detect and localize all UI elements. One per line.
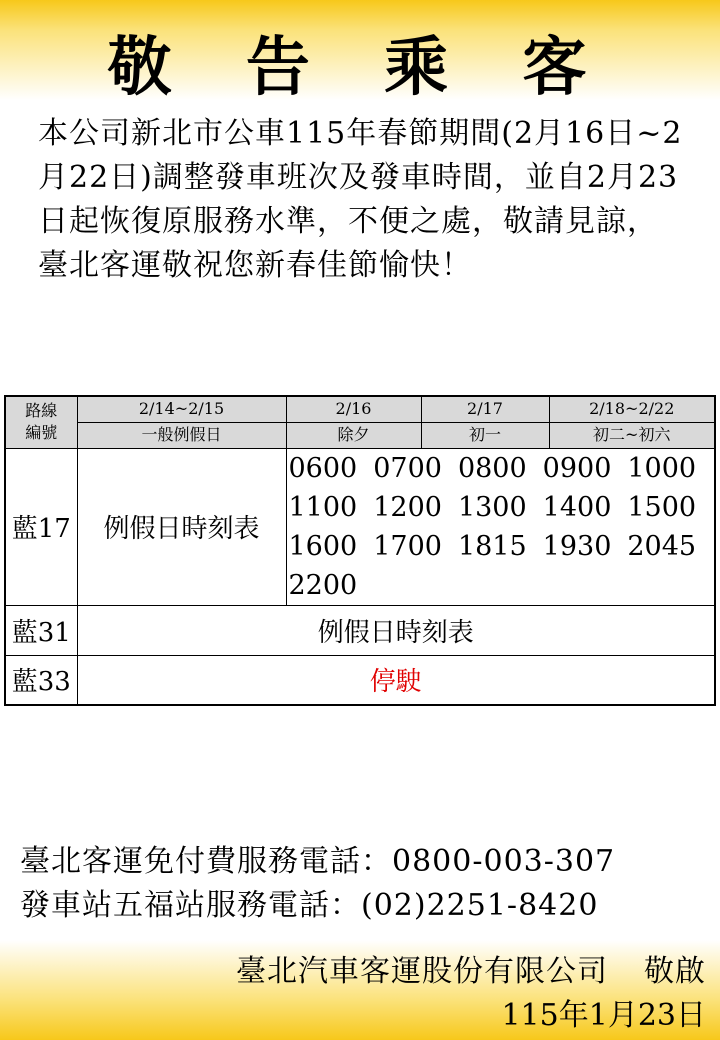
station-phone: 發車站五福站服務電話：(02)2251-8420: [20, 888, 599, 923]
departure-time: 1600: [288, 530, 358, 562]
departure-time: 1300: [457, 491, 527, 523]
column-date-2: 2/16: [286, 396, 421, 422]
sign-off: 敬啟: [644, 954, 706, 989]
schedule-label: 例假日時刻表: [77, 448, 286, 605]
notice-body: 本公司新北市公車115年春節期間(2月16日~2月22日)調整發車班次及發車時間，並自2月23日起恢復原服務水準，不便之處，敬請見諒，臺北客運敬祝您新春佳節愉快！: [38, 116, 683, 283]
company-name: 臺北汽車客運股份有限公司: [236, 954, 608, 989]
departure-time: 1000: [627, 452, 697, 484]
schedule-label: 例假日時刻表: [77, 605, 715, 655]
notice-date: 115年1月23日: [501, 998, 706, 1033]
column-date-1: 2/14~2/15: [77, 396, 286, 422]
column-label-2: 除夕: [286, 422, 421, 448]
departure-time: 1930: [542, 530, 612, 562]
departure-time: 1700: [373, 530, 442, 562]
departure-time: 0800: [457, 452, 527, 484]
service-suspended: 停駛: [77, 655, 715, 705]
table-row: [5, 655, 715, 705]
departure-time: 1500: [627, 491, 697, 523]
route-number-header: [5, 396, 77, 448]
departure-time: 2200: [288, 569, 358, 601]
departure-times: [286, 448, 715, 605]
departure-times-list: [289, 449, 715, 605]
schedule-table: [4, 395, 716, 706]
times-line: [289, 566, 715, 605]
departure-time: 1400: [542, 491, 612, 523]
column-label-4: 初二~初六: [549, 422, 715, 448]
company-signature: [236, 950, 706, 994]
departure-time: 1815: [457, 530, 527, 562]
route-number: 藍17: [5, 448, 77, 605]
times-line: [289, 449, 715, 488]
times-line: [289, 527, 715, 566]
column-label-3: 初一: [421, 422, 549, 448]
toll-free-phone: 臺北客運免付費服務電話：0800-003-307: [20, 844, 616, 879]
departure-time: 0700: [373, 452, 442, 484]
table-row: [5, 448, 715, 605]
route-number: 藍33: [5, 655, 77, 705]
route-header-line-1: 路線: [25, 401, 58, 421]
times-line: [289, 488, 715, 527]
table-row: [5, 605, 715, 655]
route-header-line-2: 編號: [25, 423, 58, 443]
column-label-1: 一般例假日: [77, 422, 286, 448]
page-title: 敬 告 乘 客: [107, 30, 613, 105]
contact-info: [20, 840, 615, 928]
column-date-3: 2/17: [421, 396, 549, 422]
departure-time: 0900: [542, 452, 612, 484]
column-date-4: 2/18~2/22: [549, 396, 715, 422]
departure-time: 0600: [288, 452, 358, 484]
departure-time: 1100: [288, 491, 358, 523]
route-number: 藍31: [5, 605, 77, 655]
departure-time: 2045: [627, 530, 697, 562]
departure-time: 1200: [373, 491, 442, 523]
